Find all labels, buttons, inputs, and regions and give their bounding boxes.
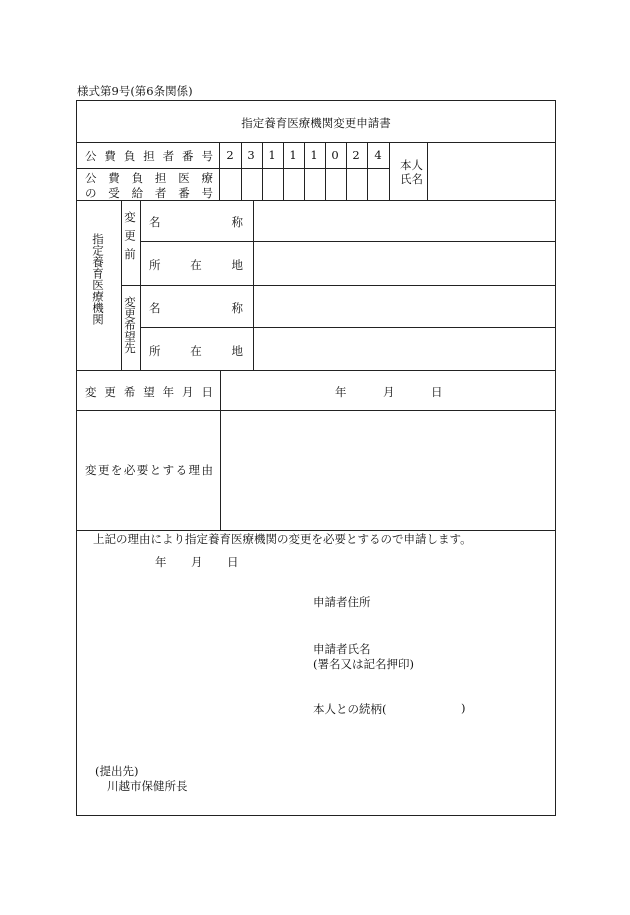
- label-char: 要: [136, 463, 149, 477]
- desired-date-year: 年: [335, 385, 347, 399]
- label-char: 理: [188, 463, 200, 477]
- rule-between-number-rows: [77, 168, 389, 169]
- desired-date-label: [85, 384, 213, 400]
- label-char: 者: [162, 149, 175, 163]
- desired-date-day: 日: [431, 385, 443, 399]
- form-title: 指定養育医療機関変更申請書: [241, 116, 391, 130]
- desired-date-month: 月: [383, 385, 395, 399]
- label-char: 受: [108, 186, 120, 200]
- label-char: 担: [143, 149, 155, 163]
- person-name-divider: [427, 142, 428, 200]
- label-char: 更: [97, 463, 110, 477]
- rule-after-mid: [140, 327, 555, 328]
- signature-note: (署名又は記名押印): [313, 657, 414, 671]
- label-char: 負: [131, 171, 144, 185]
- label-char: 番: [178, 186, 190, 200]
- label-char: と: [149, 463, 162, 477]
- submit-to-label: (提出先): [95, 764, 139, 778]
- relationship-close: ): [461, 701, 466, 715]
- date-reason-divider: [220, 370, 221, 530]
- after-address-label: [149, 343, 243, 359]
- recipient-number-label-line2: [85, 185, 213, 201]
- label-char: す: [162, 463, 175, 477]
- payer-digit[interactable]: 0: [331, 148, 339, 162]
- label-char: 所: [149, 344, 161, 358]
- institution-label-divider: [253, 200, 254, 370]
- label-char: 所: [149, 258, 161, 272]
- rule-under-institution: [77, 370, 555, 371]
- label-char: 在: [190, 344, 202, 358]
- submit-to-value: 川越市保健所長: [107, 779, 188, 793]
- person-name-label-line2: 氏名: [400, 172, 423, 186]
- label-char: 医: [178, 171, 190, 185]
- declaration-statement: 上記の理由により指定養育医療機関の変更を必要とするので申請します。: [93, 532, 472, 546]
- label-char: 公: [85, 171, 97, 185]
- applicant-address-label: 申請者住所: [313, 595, 371, 609]
- label-char: を: [110, 463, 123, 477]
- institution-group-label: 指定養育医療機関: [91, 233, 105, 325]
- label-char: の: [85, 186, 97, 200]
- recipient-number-label-line1: [85, 170, 213, 186]
- rule-before-after: [121, 285, 555, 286]
- label-char: 負: [123, 149, 136, 163]
- label-char: 月: [182, 385, 194, 399]
- label-char: 地: [231, 344, 243, 358]
- payer-digit[interactable]: 1: [289, 148, 297, 162]
- institution-sub-divider: [140, 200, 141, 370]
- declaration-day: 日: [227, 555, 239, 569]
- label-char: 日: [201, 385, 213, 399]
- payer-digit[interactable]: 2: [226, 148, 234, 162]
- relationship-label: 本人との続柄(: [313, 702, 387, 716]
- label-char: 称: [231, 215, 243, 229]
- payer-digit[interactable]: 1: [310, 148, 318, 162]
- institution-group-divider: [121, 200, 122, 370]
- declaration-month: 月: [191, 555, 203, 569]
- payer-digit[interactable]: 2: [352, 148, 360, 162]
- label-char: 療: [201, 171, 213, 185]
- before-name-label: [149, 214, 243, 230]
- after-name-label: [149, 300, 243, 316]
- label-char: 地: [231, 258, 243, 272]
- label-char: 在: [190, 258, 202, 272]
- before-address-label: [149, 257, 243, 273]
- applicant-name-label: 申請者氏名: [313, 642, 371, 656]
- label-char: 年: [162, 385, 175, 399]
- declaration-year: 年: [155, 555, 167, 569]
- label-char: 称: [231, 301, 243, 315]
- label-char: 変: [85, 385, 97, 399]
- label-char: る: [175, 463, 188, 477]
- person-name-label-line1: 本人: [400, 158, 423, 172]
- after-label: 変更希望先: [123, 296, 137, 354]
- label-char: 番: [182, 149, 194, 163]
- label-char: 者: [154, 186, 167, 200]
- rule-before-mid: [140, 241, 555, 242]
- digit-divider: [389, 142, 390, 200]
- label-char: 希: [123, 385, 136, 399]
- rule-under-title: [77, 142, 555, 143]
- payer-digit[interactable]: 3: [247, 148, 255, 162]
- label-char: 望: [143, 385, 155, 399]
- label-char: 由: [201, 463, 213, 477]
- form-number: 様式第9号(第6条関係): [77, 84, 193, 98]
- before-label: 変更前: [123, 211, 137, 267]
- payer-digit[interactable]: 4: [374, 148, 382, 162]
- payer-number-label: [85, 148, 213, 164]
- label-char: 更: [104, 385, 116, 399]
- label-char: 必: [123, 463, 136, 477]
- label-char: 号: [201, 149, 213, 163]
- label-char: 費: [108, 171, 120, 185]
- label-char: 号: [201, 186, 213, 200]
- label-char: 名: [149, 215, 161, 229]
- label-char: 担: [154, 171, 167, 185]
- label-char: 給: [131, 186, 144, 200]
- label-char: 公: [85, 149, 97, 163]
- label-char: 変: [85, 463, 97, 477]
- reason-label: [85, 462, 213, 478]
- label-char: 費: [104, 149, 116, 163]
- application-form: [76, 100, 556, 816]
- label-char: 名: [149, 301, 161, 315]
- rule-under-date: [77, 410, 555, 411]
- payer-digit[interactable]: 1: [268, 148, 276, 162]
